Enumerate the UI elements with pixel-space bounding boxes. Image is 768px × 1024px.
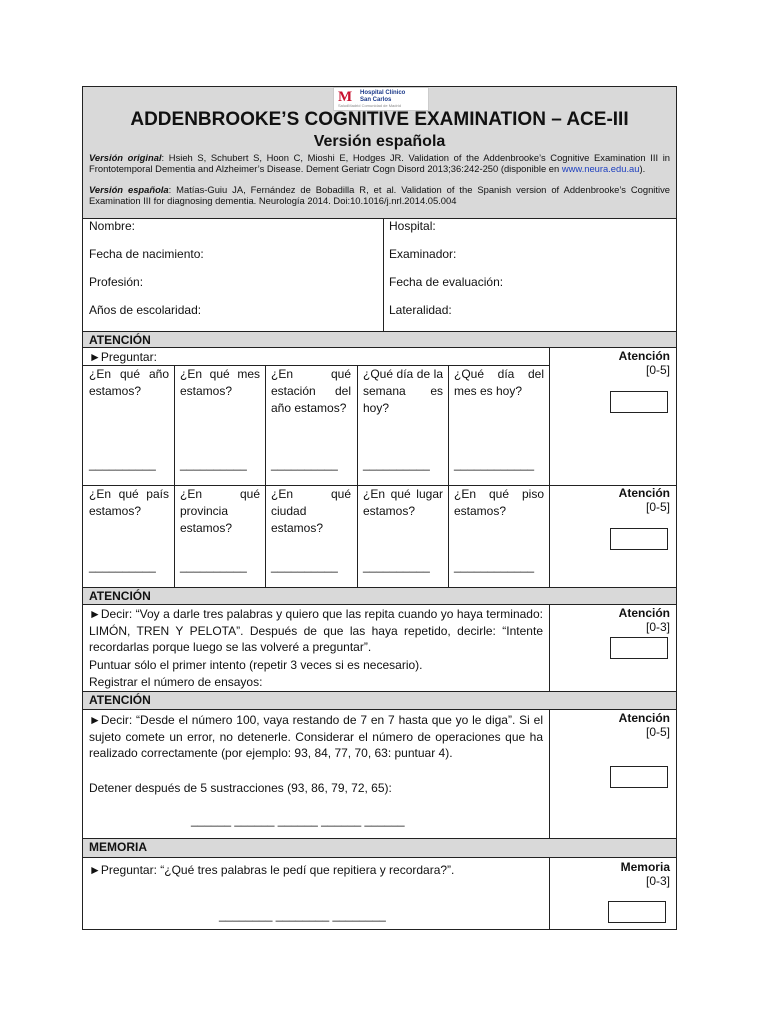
answer-line-floor[interactable]: ____________	[454, 559, 535, 573]
score-label-recall: Memoria [0-3]	[620, 860, 670, 888]
answer-line-place[interactable]: __________	[363, 559, 430, 573]
section-atencion-3: ATENCIÓN	[83, 691, 676, 710]
question-city: ¿En qué ciudad estamos?	[271, 487, 351, 535]
score-label-orientation-time: Atención [0-5]	[618, 349, 670, 377]
spanish-version-reference: Versión española: Matías-Guiu JA, Fernández de Bobadilla R, et al. Validation of the Spanish version of Addenbrooke’s Cognitive Examination III for diagnosing dementia. Neurología 2014. Doi:10.1016/j.nrl.2014.05.004	[89, 184, 670, 206]
hospital-label: Hospital:	[389, 219, 436, 233]
grid-line	[448, 365, 449, 587]
grid-line	[265, 365, 266, 587]
score-column-divider	[549, 605, 550, 691]
answer-line-province[interactable]: __________	[180, 559, 247, 573]
section-atencion-2: ATENCIÓN	[83, 587, 676, 605]
logo-text: Hospital Clínico San Carlos	[360, 90, 406, 103]
answer-line-day[interactable]: ____________	[454, 457, 535, 471]
question-country: ¿En qué país estamos?	[89, 487, 169, 518]
answer-line-weekday[interactable]: __________	[363, 457, 430, 471]
logo-mark: M	[338, 89, 353, 105]
answer-line-year[interactable]: __________	[89, 457, 156, 471]
form-subtitle: Versión española	[313, 133, 446, 150]
fecha-nacimiento-label: Fecha de nacimiento:	[89, 247, 204, 261]
form-header	[83, 87, 676, 219]
question-month: ¿En qué mes estamos?	[180, 367, 260, 398]
section-atencion-1: ATENCIÓN	[83, 331, 676, 348]
question-floor: ¿En qué piso estamos?	[454, 487, 544, 518]
neura-link[interactable]: www.neura.edu.au	[561, 163, 640, 174]
recall-instructions: ►Preguntar: “¿Qué tres palabras le pedí que repitiera y recordara?”.	[89, 863, 455, 877]
recall-answer-lines[interactable]: ________ ________ ________	[219, 908, 386, 922]
serial-sevens-answer-lines[interactable]: ______ ______ ______ ______ ______	[191, 813, 405, 827]
score-box-registration[interactable]	[610, 637, 668, 659]
score-box-orientation-time[interactable]	[610, 391, 668, 413]
registration-trials-label: Registrar el número de ensayos:	[89, 675, 263, 689]
profesion-label: Profesión:	[89, 275, 144, 289]
score-label-serial-sevens: Atención [0-5]	[618, 711, 670, 739]
score-box-recall[interactable]	[608, 901, 666, 923]
score-box-orientation-place[interactable]	[610, 528, 668, 550]
registration-scoring-note: Puntuar sólo el primer intento (repetir 3 veces si es necesario).	[89, 658, 423, 672]
grid-line	[357, 365, 358, 587]
info-divider	[383, 218, 384, 331]
score-label-registration: Atención [0-3]	[618, 606, 670, 634]
grid-line	[174, 365, 175, 587]
score-column-divider	[549, 858, 550, 930]
score-column-divider	[549, 710, 550, 838]
score-label-orientation-place: Atención [0-5]	[618, 486, 670, 514]
logo-subtext: SaludMadrid Comunidad de Madrid	[338, 103, 401, 108]
hospital-logo	[333, 87, 429, 111]
question-weekday: ¿Qué día de la semana es hoy?	[363, 367, 443, 415]
fecha-evaluacion-label: Fecha de evaluación:	[389, 275, 504, 289]
question-season: ¿En qué estación del año estamos?	[271, 367, 351, 415]
serial-sevens-stop-note: Detener después de 5 sustracciones (93, 86, 79, 72, 65):	[89, 781, 392, 795]
original-version-reference: Versión original: Hsieh S, Schubert S, Hoon C, Mioshi E, Hodges JR. Validation of the Addenbrooke’s Cognitive Examination III in Frontotemporal Dementia and Alzheimer’s Disease. Dement Geriatr Cogn Disord 2013;36:242-250 (disponible en www.neura.edu.au).	[89, 152, 671, 174]
score-column-divider	[549, 348, 550, 588]
examinador-label: Examinador:	[389, 247, 457, 261]
section-memoria: MEMORIA	[83, 838, 676, 858]
answer-line-country[interactable]: __________	[89, 559, 156, 573]
exam-form	[82, 86, 677, 930]
anos-escolaridad-label: Años de escolaridad:	[89, 303, 202, 317]
lateralidad-label: Lateralidad:	[389, 303, 452, 317]
answer-line-season[interactable]: __________	[271, 457, 338, 471]
form-title: ADDENBROOKE’S COGNITIVE EXAMINATION – ACE-III	[130, 109, 629, 130]
question-year: ¿En qué año estamos?	[89, 367, 169, 398]
registration-instructions: ►Decir: “Voy a darle tres palabras y quiero que las repita cuando yo haya terminado: LIMÓN, TREN Y PELOTA”. Después de que las haya repetido, decirle: “Intente recordarlas porque luego se las volveré a preguntar”.	[89, 607, 543, 654]
question-day-of-month: ¿Qué día del mes es hoy?	[454, 367, 544, 398]
score-box-serial-sevens[interactable]	[610, 766, 668, 788]
preguntar-prompt: ►Preguntar:	[89, 350, 157, 364]
answer-line-city[interactable]: __________	[271, 559, 338, 573]
question-province: ¿En qué provincia estamos?	[180, 487, 260, 535]
nombre-label: Nombre:	[89, 219, 136, 233]
answer-line-month[interactable]: __________	[180, 457, 247, 471]
question-place: ¿En qué lugar estamos?	[363, 487, 443, 518]
serial-sevens-instructions: ►Decir: “Desde el número 100, vaya restando de 7 en 7 hasta que yo le diga”. Si el sujeto comete un error, no detenerle. Considerar el número de operaciones que ha realizado correctamente (por ejemplo: 93, 84, 77, 70, 63: puntuar 4).	[89, 713, 543, 760]
